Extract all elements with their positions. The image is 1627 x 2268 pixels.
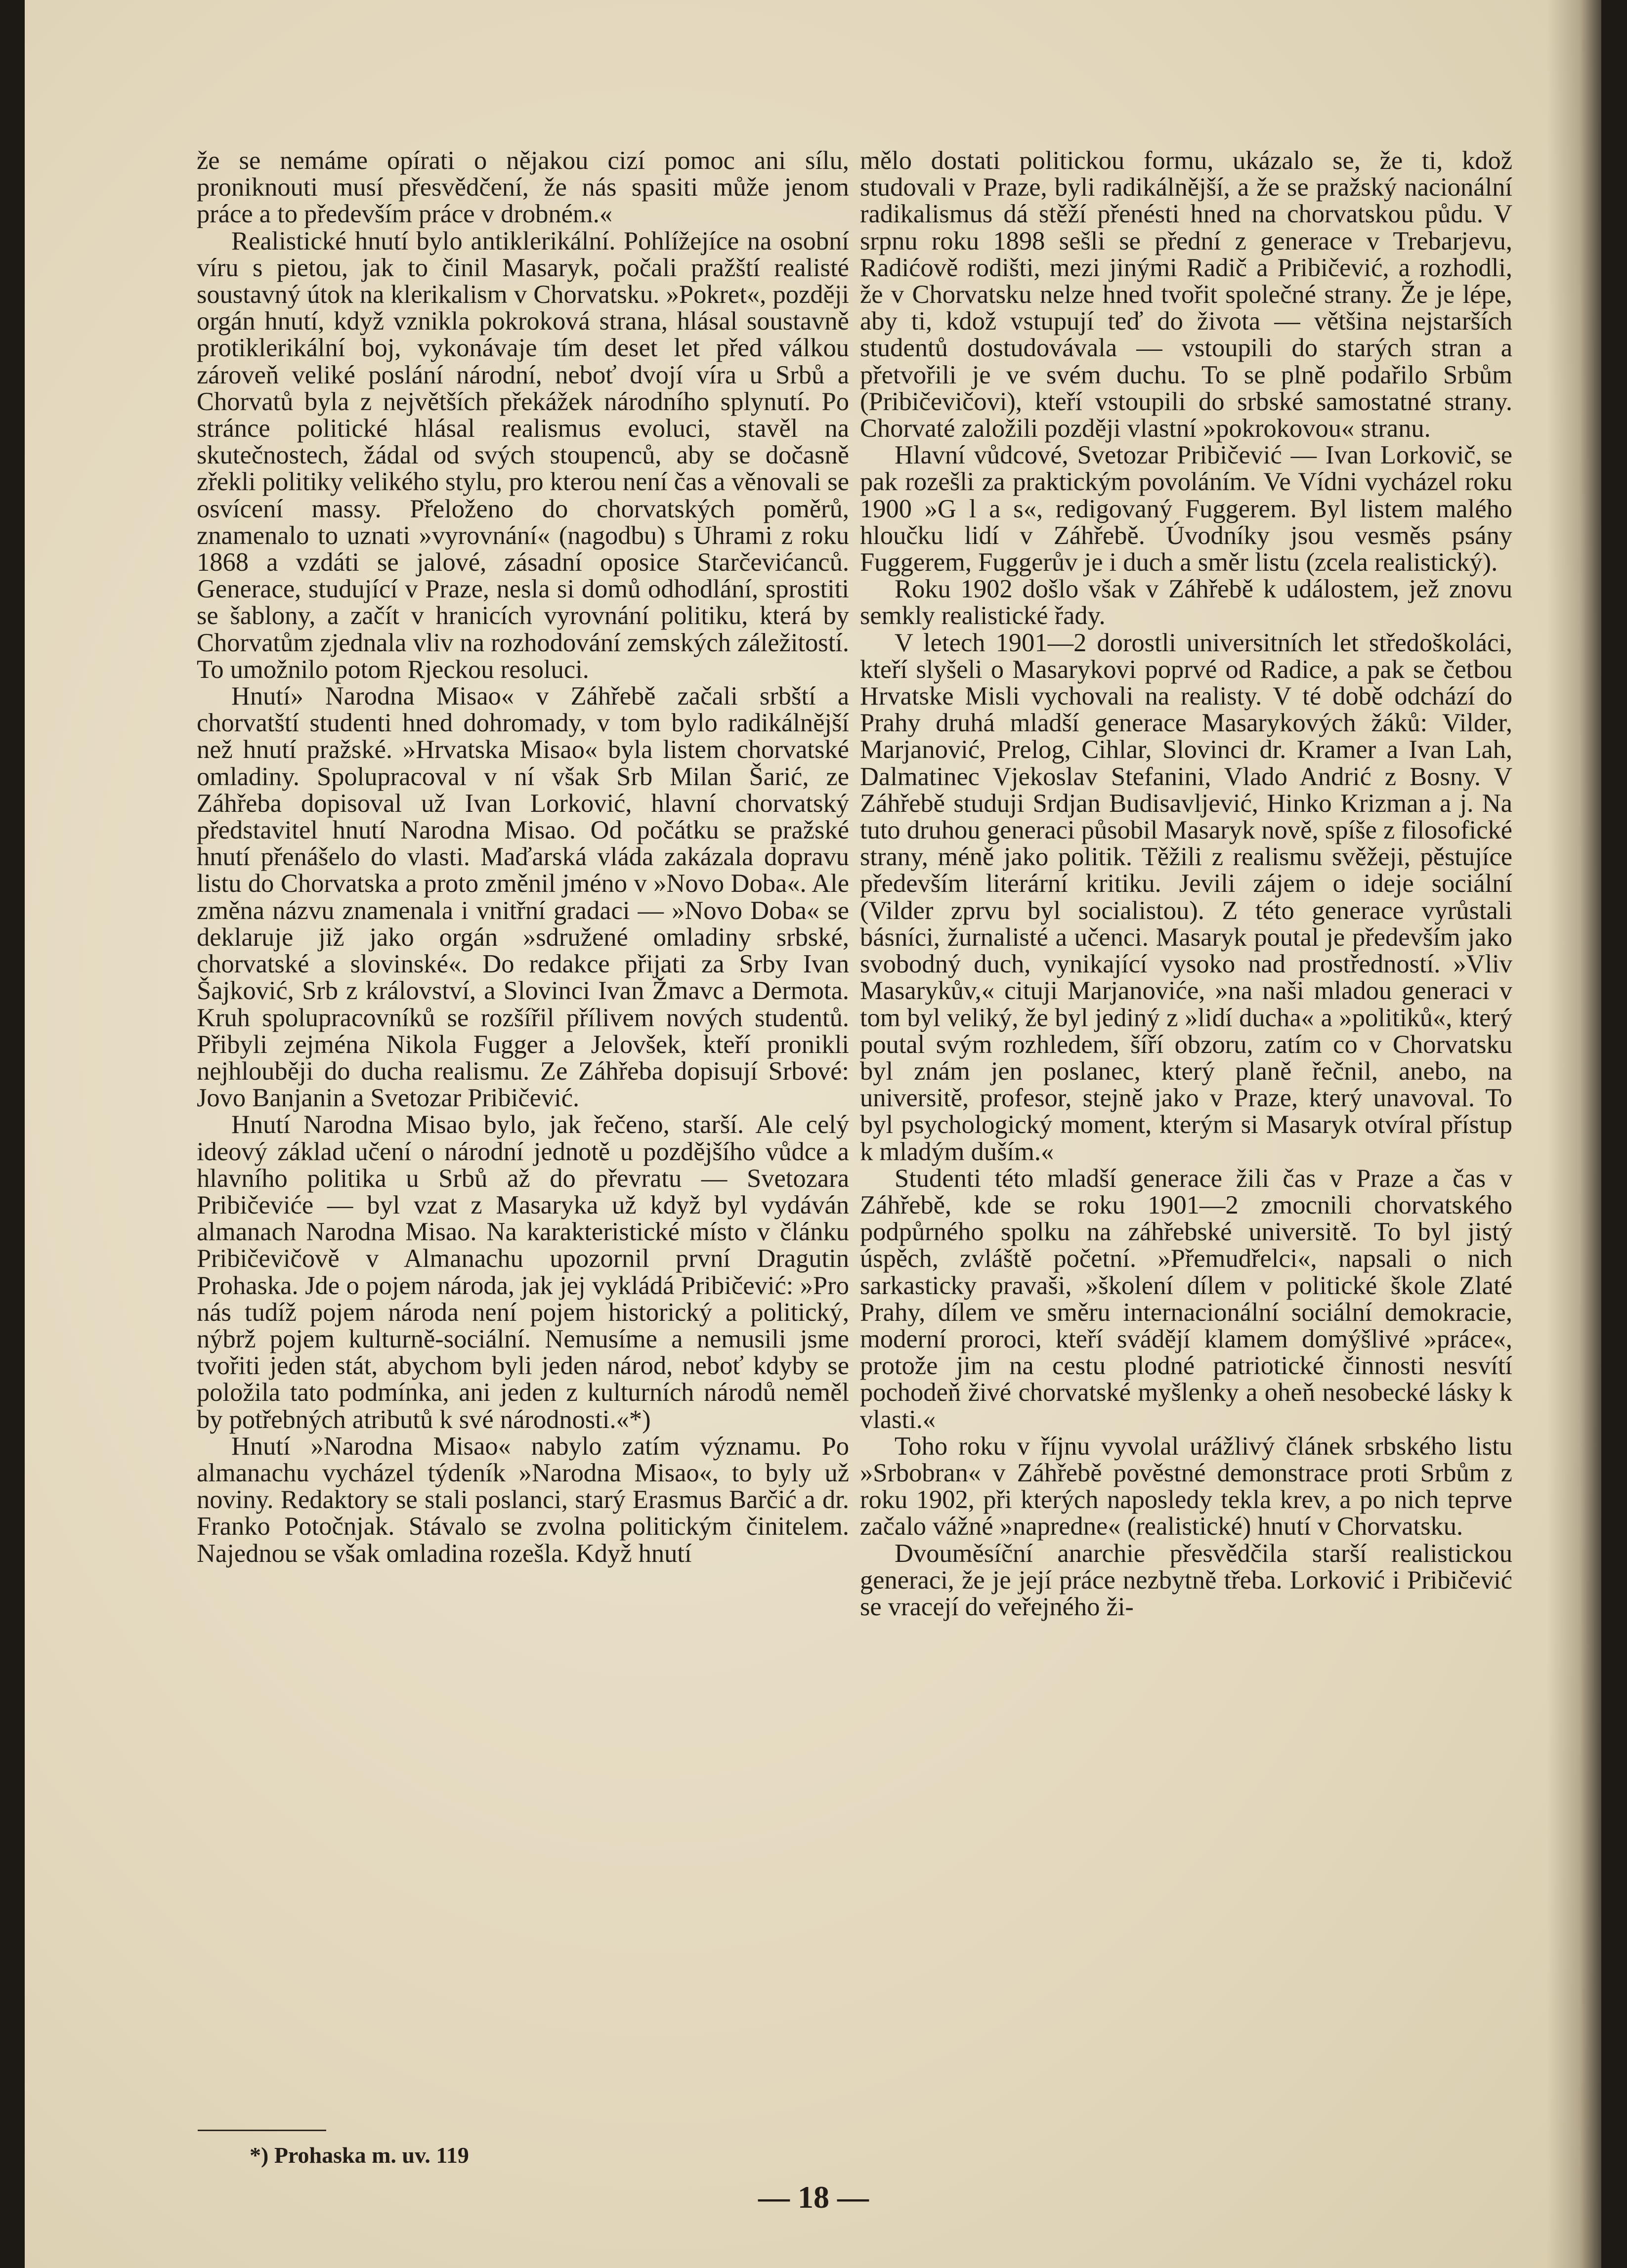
paragraph: V letech 1901—2 dorostli universitních let středoškoláci, kteří slyšeli o Masarykovi poprvé od Radice, a pak se četbou Hrvatske Misli vychovali na realisty. V té době odchází do Prahy druhá mladší generace Masarykových žáků: Vilder, Marjanović, Prelog, Cihlar, Slovinci dr. Kramer a Ivan Lah, Dalmatinec Vjekoslav Stefanini, Vlado Andrić z Bosny. V Záhřebě studuji Srdjan Budisavljević, Hinko Krizman a j. Na tuto druhou generaci působil Masaryk nově, spíše z filosofické strany, méně jako politik. Těžili z realismu svěžeji, pěstujíce především literární kritiku. Jevili zájem o ideje sociální (Vilder zprvu byl socialistou). Z této generace vyrůstali básníci, žurnalisté a učenci. Masaryk poutal je především jako svobodný duch, vynikající vysoko nad prostředností. »Vliv Masarykův,« cituji Marjanoviće, »na naši mladou generaci v tom byl veliký, že byl jediný z »lidí ducha« a »politiků«, který poutal svým rozhledem, šíří obzoru, zatím co v Chorvatsku byl znám jen poslanec, který planě řečnil, anebo, na universitě, profesor, stejně jako v Praze, který unavoval. To byl psychologický moment, kterým si Masaryk otvíral přístup k mladým duším.« xyxy=(860,628,1512,1166)
paragraph: Studenti této mladší generace žili čas v Praze a čas v Záhřebě, kde se roku 1901—2 zmocnili chorvatského podpůrného spolku na záhřebské universitě. To byl jistý úspěch, zvláště početní. »Přemudřelci«, napsali o nich sarkasticky pravaši, »školení dílem v politické škole Zlaté Prahy, dílem ve směru internacionální sociální demokracie, moderní proroci, kteří svádějí klamem domýšlivé »práce«, protože jim na cestu plodné patriotické činnosti nesvítí pochodeň živé chorvatské myšlenky a oheň nesobecké lásky k vlasti.« xyxy=(860,1164,1512,1434)
paragraph: Roku 1902 došlo však v Záhřebě k událostem, jež znovu semkly realistické řady. xyxy=(860,575,1512,630)
paragraph: Hnutí »Narodna Misao« nabylo zatím významu. Po almanachu vycházel týdeník »Narodna Misao«, to byly už noviny. Redaktory se stali poslanci, starý Erasmus Barčić a dr. Franko Potočnjak. Stávalo se zvolna politickým činitelem. Najednou se však omladina rozešla. Když hnutí xyxy=(197,1431,849,1568)
left-column xyxy=(197,147,849,1567)
paragraph: Realistické hnutí bylo antiklerikální. Pohlížejíce na osobní víru s pietou, jak to činil Masaryk, počali pražští realisté soustavný útok na klerikalism v Chorvatsku. »Pokret«, později orgán hnutí, když vznikla pokroková strana, hlásal soustavně protiklerikální boj, vykonávaje tím deset let před válkou zároveň veliké poslání národní, neboť dvojí víra u Srbů a Chorvatů byla z největších překážek národního splynutí. Po stránce politické hlásal realismus evoluci, stavěl na skutečnostech, žádal od svých stoupenců, aby se dočasně zřekli politiky velikého stylu, pro kterou není čas a věnovali se osvícení massy. Přeloženo do chorvatských poměrů, znamenalo to uznati »vyrovnání« (nagodbu) s Uhrami z roku 1868 a vzdáti se jalové, zásadní oposice Starčevićanců. Generace, studující v Praze, nesla si domů odhodlání, sprostiti se šablony, a začít v hranicích vyrovnání politiku, která by Chorvatům zjednala vliv na rozhodování zemských záležitostí. To umožnilo potom Rjeckou resoluci. xyxy=(197,226,849,684)
paragraph: Toho roku v říjnu vyvolal urážlivý článek srbského listu »Srbobran« v Záhřebě pověstné demonstrace proti Srbům z roku 1902, při kterých naposledy tekla krev, a po nich teprve začalo vážné »napredne« (realistické) hnutí v Chorvatsku. xyxy=(860,1431,1512,1541)
paragraph: Hnutí Narodna Misao bylo, jak řečeno, starší. Ale celý ideový základ učení o národní jednotě u pozdějšího vůdce a hlavního politika u Srbů až do převratu — Svetozara Pribičeviće — byl vzat z Masaryka už když byl vydáván almanach Narodna Misao. Na karakteristické místo v článku Pribičevičově v Almanachu upozornil první Dragutin Prohaska. Jde o pojem národa, jak jej vykládá Pribičević: »Pro nás tudíž pojem národa není pojem historický a politický, nýbrž pojem kulturně-sociální. Nemusíme a nemusili jsme tvořiti jeden stát, abychom byli jeden národ, neboť kdyby se položila tato podmínka, ani jeden z kulturních národů neměl by potřebných atributů k své národnosti.«*) xyxy=(197,1110,849,1434)
paragraph: Hnutí» Narodna Misao« v Záhřebě začali srbští a chorvatští studenti hned dohromady, v tom bylo radikálnější než hnutí pražské. »Hrvatska Misao« byla listem chorvatské omladiny. Spolupracoval v ní však Srb Milan Šarić, ze Záhřeba dopisoval už Ivan Lorković, hlavní chorvatský představitel hnutí Narodna Misao. Od počátku se pražské hnutí přenášelo do vlasti. Maďarská vláda zakázala dopravu listu do Chorvatska a proto změnil jméno v »Novo Doba«. Ale změna názvu znamenala i vnitřní gradaci — »Novo Doba« se deklaruje již jako orgán »sdružené omladiny srbské, chorvatské a slovinské«. Do redakce přijati za Srby Ivan Šajković, Srb z království, a Slovinci Ivan Žmavc a Dermota. Kruh spolupracovníků se rozšířil přílivem nových studentů. Přibyli zejména Nikola Fugger a Jelovšek, kteří pronikli nejhlouběji do ducha realismu. Ze Záhřeba dopisují Srbové: Jovo Banjanin a Svetozar Pribičević. xyxy=(197,682,849,1113)
right-column xyxy=(860,147,1512,1620)
footnote-rule xyxy=(198,2130,326,2131)
footnote: *) Prohaska m. uv. 119 xyxy=(250,2142,469,2168)
paragraph: mělo dostati politickou formu, ukázalo se, že ti, kdož studovali v Praze, byli radikálnější, a že se pražský nacionální radikalismus dá stěží přenésti hned na chorvatskou půdu. V srpnu roku 1898 sešli se přední z generace v Trebarjevu, Radićově rodišti, mezi jinými Radič a Pribičević, a rozhodli, že v Chorvatsku nelze hned tvořit společné strany. Že je lépe, aby ti, kdož vstupují teď do života — většina nejstarších studentů dostudovávala — vstoupili do starých stran a přetvořili je ve svém duchu. To se plně podařilo Srbům (Pribičevičovi), kteří vstoupili do srbské samostatné strany. Chorvaté založili později vlastní »pokrokovou« stranu. xyxy=(860,146,1512,443)
page-binding-shadow xyxy=(1547,0,1601,2268)
paragraph: Hlavní vůdcové, Svetozar Pribičević — Ivan Lorkovič, se pak rozešli za praktickým povoláním. Ve Vídni vycházel roku 1900 »G l a s«, redigovaný Fuggerem. Byl listem malého hloučku lidí v Záhřebě. Úvodníky jsou vesměs psány Fuggerem, Fuggerův je i duch a směr listu (zcela realistický). xyxy=(860,441,1512,577)
page xyxy=(25,0,1601,2268)
page-number: — 18 — xyxy=(758,2180,869,2215)
paragraph: že se nemáme opírati o nějakou cizí pomoc ani sílu, proniknouti musí přesvědčení, že nás spasiti může jenom práce a to především práce v drobném.« xyxy=(197,146,849,229)
paragraph: Dvouměsíční anarchie přesvědčila starší realistickou generaci, že je její práce nezbytně třeba. Lorković i Pribičević se vracejí do veřejného ži- xyxy=(860,1539,1512,1621)
